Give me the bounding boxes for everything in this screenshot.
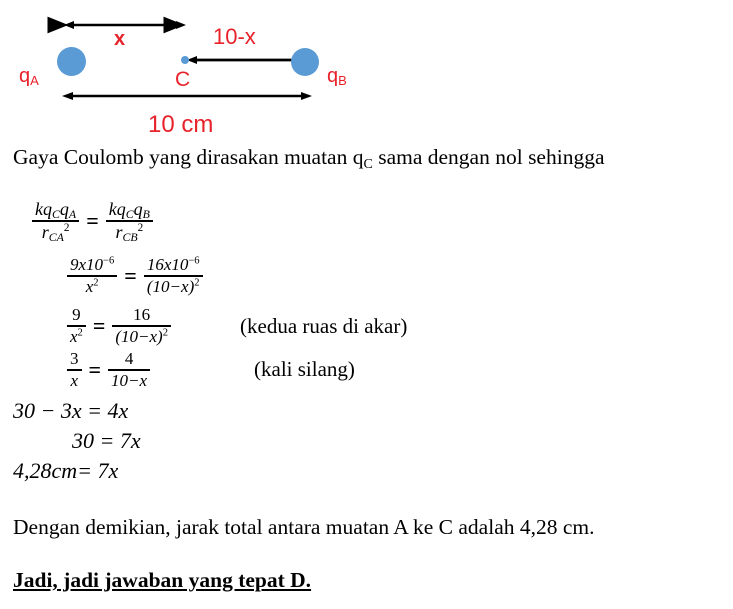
- equation-simplified-squares: [67, 306, 171, 346]
- charge-configuration-diagram: [0, 0, 400, 145]
- eq1-rhs-num-q: q: [133, 199, 143, 219]
- eq2-lhs-denominator: [83, 277, 102, 296]
- eq7-unit: cm: [51, 458, 78, 483]
- eq2-rhs-num-exponent: −6: [188, 255, 200, 267]
- dimension-total-label: 10 cm: [148, 111, 214, 138]
- eq1-rhs-num-sub-b: B: [142, 207, 150, 222]
- final-answer-statement: Jadi, jadi jawaban yang tepat D.: [13, 568, 312, 592]
- eq1-lhs-den-sub-ca: CA: [48, 230, 64, 245]
- eq4-lhs-denominator: x: [70, 370, 79, 390]
- eq3-lhs-den-x: x: [70, 326, 78, 346]
- eq1-rhs-num-kq: kq: [108, 199, 126, 219]
- equation-cross-multiplied: 30 − 3x = 4x: [13, 398, 129, 423]
- dimension-x-label: x: [114, 28, 126, 50]
- arrow-10-cm: [62, 92, 312, 100]
- eq2-rhs-denominator: [144, 277, 203, 296]
- eq1-lhs-num-sub-c: C: [52, 207, 60, 222]
- eq7-value: 4,28: [13, 458, 52, 483]
- eq3-rhs-denominator: [112, 327, 171, 346]
- equation-final-value: [13, 458, 118, 484]
- eq1-lhs-num-kq: kq: [35, 199, 52, 219]
- equation-after-square-root: [67, 350, 150, 390]
- intro-sentence: [13, 145, 605, 171]
- eq1-rhs-den-exponent: 2: [137, 221, 144, 234]
- eq2-lhs-num-exponent: −6: [103, 255, 115, 267]
- equation-coulomb-balance: [32, 199, 153, 245]
- eq3-rhs-numerator: 16: [133, 305, 151, 324]
- intro-text-before: Gaya Coulomb yang dirasakan muatan q: [13, 145, 364, 169]
- eq2-lhs-den-x: x: [85, 276, 94, 296]
- eq1-lhs-den-exponent: 2: [63, 221, 70, 234]
- charge-b-circle-icon: [291, 48, 319, 76]
- eq1-rhs-fraction: [106, 199, 153, 245]
- equation-combined-terms: 30 = 7x: [72, 428, 141, 453]
- eq1-rhs-num-sub-c: C: [125, 207, 134, 222]
- eq2-rhs-den-expr: (10−x): [146, 276, 195, 296]
- conclusion-sentence: Dengan demikian, jarak total antara muatan A ke C adalah 4,28 cm.: [13, 515, 595, 539]
- eq2-rhs-fraction: [144, 256, 203, 296]
- eq2-lhs-fraction: [67, 256, 117, 296]
- eq4-equals-sign: =: [88, 356, 102, 382]
- eq1-lhs-den-r: r: [41, 221, 49, 242]
- equation-substituted-values: [67, 256, 203, 296]
- charge-b-symbol: q: [327, 65, 339, 87]
- point-c-label: C: [175, 68, 191, 91]
- charge-a-label: [19, 66, 39, 86]
- eq2-lhs-numerator: [67, 256, 117, 275]
- eq1-rhs-numerator: [106, 200, 153, 220]
- eq1-lhs-numerator: [32, 200, 79, 220]
- point-c-dot-icon: [181, 56, 189, 64]
- charge-a-circle-icon: [57, 47, 86, 76]
- eq4-rhs-fraction: [108, 350, 150, 390]
- eq2-rhs-numerator: [144, 256, 203, 275]
- note-kedua-ruas-di-akar: (kedua ruas di akar): [240, 314, 408, 338]
- eq1-lhs-denominator: [39, 221, 73, 245]
- eq2-equals-sign: =: [124, 262, 137, 288]
- eq1-rhs-denominator: [112, 221, 146, 245]
- eq1-rhs-den-r: r: [115, 221, 123, 242]
- eq4-lhs-fraction: [67, 350, 82, 390]
- eq2-lhs-den-exponent: 2: [93, 277, 99, 289]
- eq2-rhs-num-value: 16x10: [146, 255, 189, 274]
- arrow-10-minus-x: [187, 56, 306, 64]
- eq1-rhs-den-sub-cb: CB: [122, 230, 138, 245]
- charge-b-subscript: B: [338, 73, 347, 88]
- charge-a-subscript: A: [30, 73, 39, 88]
- eq3-equals-sign: =: [92, 312, 106, 338]
- intro-text-after: sama dengan nol sehingga: [372, 145, 605, 169]
- eq1-lhs-fraction: [32, 199, 79, 245]
- eq4-rhs-denominator: 10−x: [111, 370, 148, 390]
- eq1-equals-sign: =: [86, 207, 99, 233]
- eq1-lhs-num-q: q: [59, 199, 69, 219]
- eq3-rhs-fraction: [112, 306, 171, 346]
- eq3-lhs-denominator: [67, 327, 86, 346]
- eq4-lhs-numerator: 3: [70, 349, 79, 368]
- arrow-x: [64, 21, 186, 29]
- eq1-lhs-num-sub-a: A: [68, 207, 77, 222]
- note-kali-silang: (kali silang): [254, 357, 355, 381]
- charge-b-label: [327, 66, 347, 86]
- charge-a-symbol: q: [19, 65, 31, 87]
- intro-subscript-c: C: [363, 157, 373, 172]
- eq7-remainder: = 7x: [77, 458, 119, 483]
- eq3-lhs-fraction: [67, 306, 86, 346]
- eq3-rhs-den-expr: (10−x): [115, 326, 163, 346]
- eq3-lhs-numerator: 9: [72, 305, 81, 324]
- eq3-lhs-den-exponent: 2: [77, 327, 83, 339]
- dimension-10-minus-x-label: 10-x: [213, 24, 256, 49]
- eq2-rhs-den-exponent: 2: [194, 277, 200, 289]
- eq2-lhs-num-value: 9x10: [70, 255, 104, 274]
- eq3-rhs-den-exponent: 2: [162, 327, 168, 339]
- eq4-rhs-numerator: 4: [124, 349, 134, 368]
